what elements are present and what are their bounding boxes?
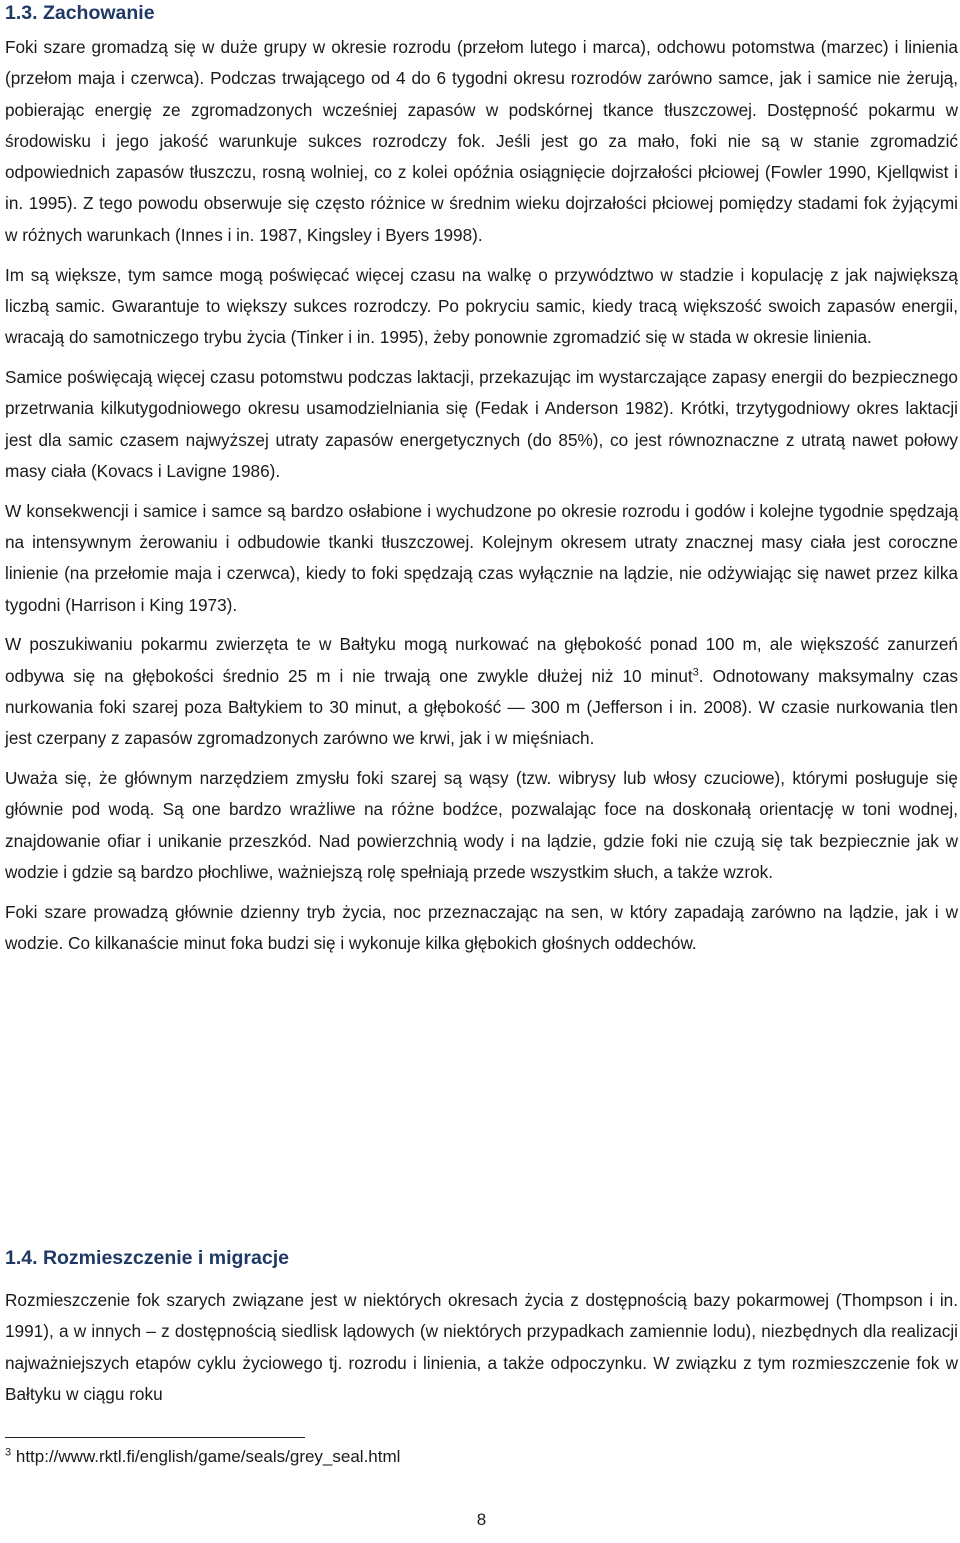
paragraph: Im są większe, tym samce mogą poświęcać więcej czasu na walkę o przywództwo w stadzie i kopulację z jak największą liczbą samic. Gwarantuje to większy sukces rozrodczy. Po pokryciu samic, kiedy tracą większość swoich zapasów energii, wracają do samotniczego trybu życia (Tinker i in. 1995), żeby ponownie zgromadzić się w stada w okresie linienia. bbox=[5, 264, 958, 348]
paragraph: W konsekwencji i samice i samce są bardzo osłabione i wychudzone po okresie rozrodu i godów i kolejne tygodnie spędzają na intensywnym żerowaniu i odbudowie tkanki tłuszczowej. Kolejnym okresem utraty znacznej masy ciała jest coroczne linienie (na przełomie maja i czerwca), kiedy to foki spędzają czas wyłącznie na lądzie, nie odżywiając się nawet przez kilka tygodni (Harrison i King 1973). bbox=[5, 500, 958, 615]
section-body-behaviour bbox=[5, 32, 958, 968]
footnote bbox=[5, 1446, 400, 1468]
footnote-separator bbox=[5, 1437, 305, 1438]
section-body-distribution bbox=[5, 1285, 958, 1419]
paragraph-text: . Odnotowany maksymalny czas nurkowania foki szarej poza Bałtykiem to 30 minut, a głębokość — 300 m (Jefferson i in. 2008). W czasie nurkowania tlen jest czerpany z zapasów zgromadzonych zarówno we krwi, jak i w mięśniach. bbox=[5, 665, 958, 749]
paragraph: Samice poświęcają więcej czasu potomstwu podczas laktacji, przekazując im wystarczające zapasy energii do bezpiecznego przetrwania kilkutygodniowego okresu usamodzielniania się (Fedak i Anderson 1982). Krótki, trzytygodniowy okres laktacji jest dla samic czasem najwyższej utraty zapasów energetycznych (do 85%), co jest równoznaczne z utratą nawet połowy masy ciała (Kovacs i Lavigne 1986). bbox=[5, 366, 958, 481]
paragraph: Foki szare prowadzą głównie dzienny tryb życia, noc przeznaczając na sen, w który zapadają zarówno na lądzie, jak i w wodzie. Co kilkanaście minut foka budzi się i wykonuje kilka głębokich głośnych oddechów. bbox=[5, 901, 958, 954]
paragraph-with-footnote bbox=[5, 629, 958, 754]
footnote-link[interactable]: http://www.rktl.fi/english/game/seals/grey_seal.html bbox=[15, 1447, 401, 1466]
paragraph: Rozmieszczenie fok szarych związane jest w niektórych okresach życia z dostępnością bazy pokarmowej (Thompson i in. 1991), a w innych – z dostępnością siedlisk lądowych (w niektórych przypadkach zamiennie lodu), niezbędnych dla realizacji najważniejszych etapów cyklu życiowego tj. rozrodu i linienia, a także odpoczynku. W związku z tym rozmieszczenie fok w Bałtyku w ciągu roku bbox=[5, 1290, 958, 1404]
footnote-number: 3 bbox=[5, 1446, 12, 1459]
section-heading-distribution: 1.4. Rozmieszczenie i migracje bbox=[5, 1247, 289, 1269]
paragraph: Foki szare gromadzą się w duże grupy w okresie rozrodu (przełom lutego i marca), odchowu potomstwa (marzec) i linienia (przełom maja i czerwca). Podczas trwającego od 4 do 6 tygodni okresu rozrodów zarówno samce, jak i samice nie żerują, pobierając energię ze zgromadzonych wcześniej zapasów w podskórnej tkance tłuszczowej. Dostępność pokarmu w środowisku i jego jakość warunkuje sukces rozrodczy fok. Jeśli jest go za mało, foki nie są w stanie zgromadzić odpowiednich zapasów tłuszczu, rosną wolniej, co z kolei opóźnia osiągnięcie dojrzałości płciowej (Fowler 1990, Kjellqwist i in. 1995). Z tego powodu obserwuje się często różnice w średnim wieku dojrzałości płciowej pomiędzy stadami fok żyjącymi w różnych warunkach (Innes i in. 1987, Kingsley i Byers 1998). bbox=[5, 37, 958, 245]
footnote-reference[interactable]: 3 bbox=[692, 665, 699, 678]
paragraph: Uważa się, że głównym narzędziem zmysłu foki szarej są wąsy (tzw. wibrysy lub włosy czuciowe), którymi posługuje się głównie pod wodą. Są one bardzo wrażliwe na różne bodźce, pozwalając foce na doskonałą orientację w toni wodnej, znajdowanie ofiar i unikanie przeszkód. Nad powierzchnią wody i na lądzie, gdzie foki nie czują się tak bezpiecznie jak w wodzie i gdzie są bardzo płochliwe, ważniejszą rolę spełniają przede wszystkim słuch, a także wzrok. bbox=[5, 768, 958, 882]
section-heading-behaviour: 1.3. Zachowanie bbox=[5, 2, 155, 24]
page-number: 8 bbox=[476, 1510, 487, 1529]
paragraph-text: W poszukiwaniu pokarmu zwierzęta te w Bałtyku mogą nurkować na głębokość ponad 100 m, ale większość zanurzeń odbywa się na głębokości średnio 25 m i nie trwają one zwykle dłużej niż 10 minut bbox=[5, 634, 958, 686]
